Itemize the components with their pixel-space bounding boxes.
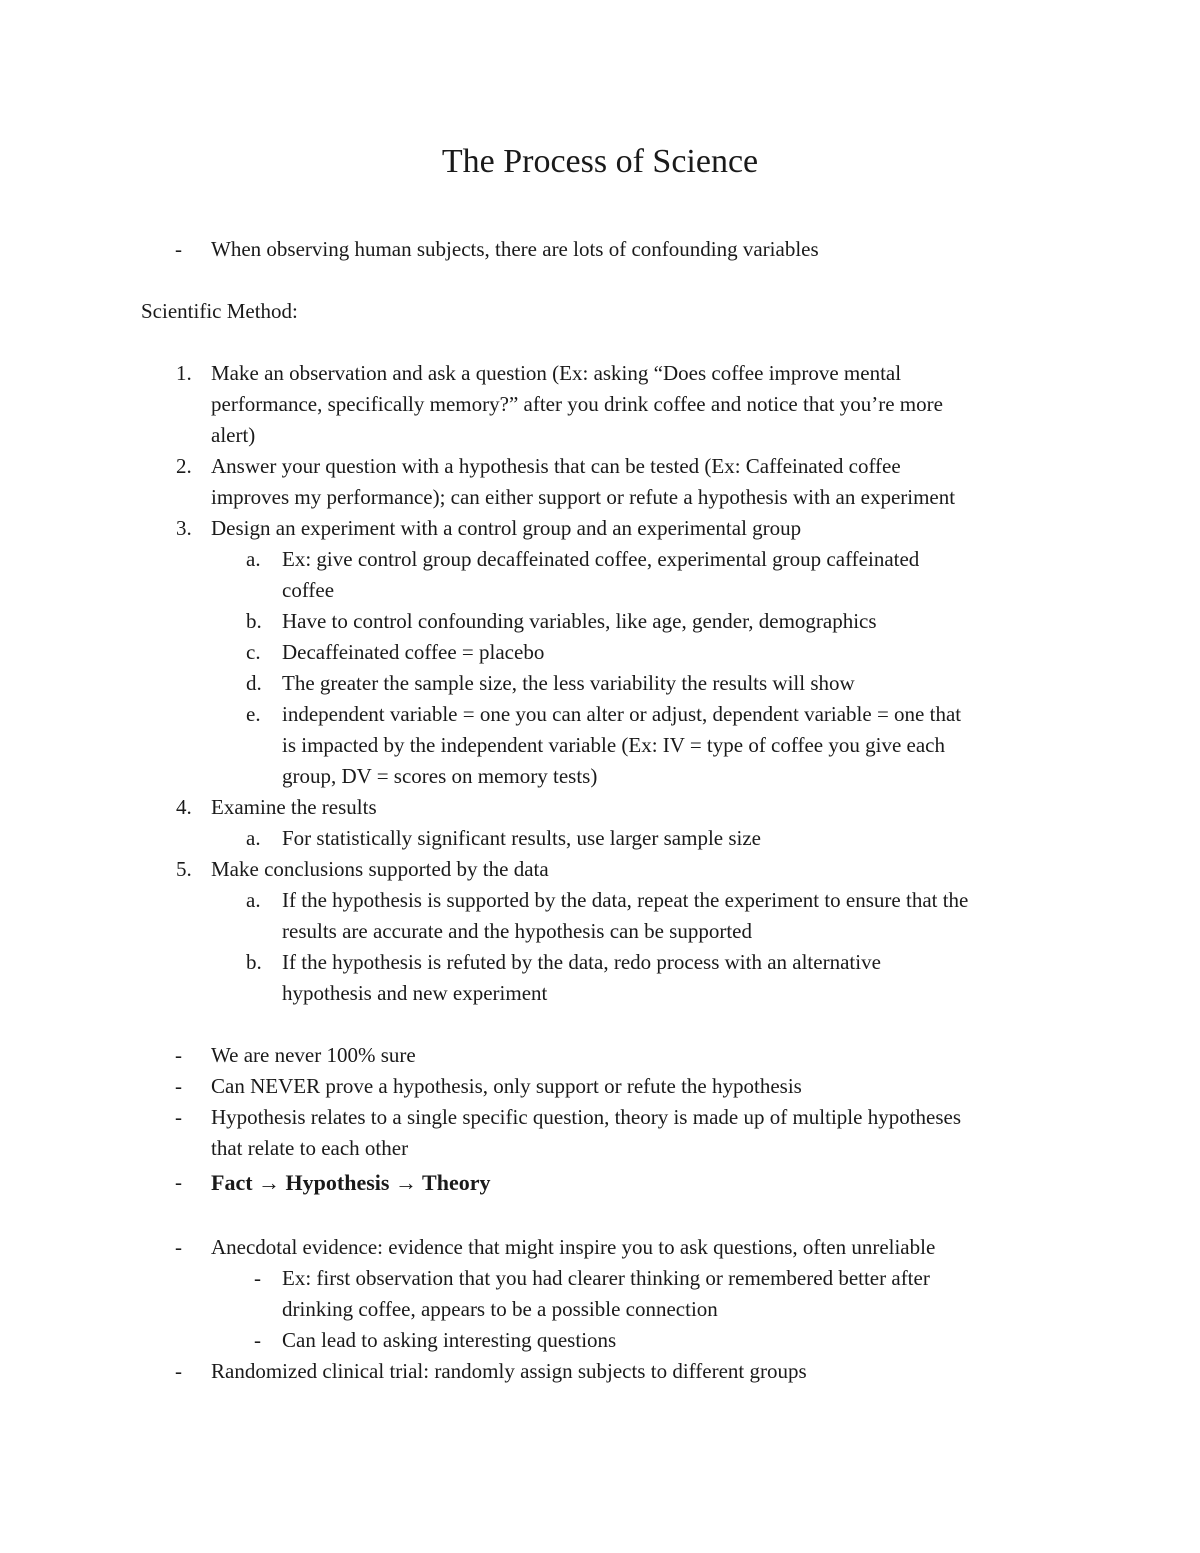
substep-marker: d.: [246, 671, 262, 695]
substep-text: Ex: give control group decaffeinated coffee, experimental group caffeinated: [282, 547, 920, 571]
step-text: improves my performance); can either support or refute a hypothesis with an experiment: [211, 485, 956, 509]
step-text: Answer your question with a hypothesis that can be tested (Ex: Caffeinated coffee: [211, 454, 901, 478]
note-text: that relate to each other: [211, 1136, 409, 1160]
substep-marker: a.: [246, 547, 261, 571]
substep-text: If the hypothesis is refuted by the data, redo process with an alternative: [282, 950, 881, 974]
anecdotal-sub-text: Ex: first observation that you had clearer thinking or remembered better after: [282, 1266, 930, 1290]
sub-bullet-dash: -: [254, 1328, 261, 1352]
substep-text: Have to control confounding variables, like age, gender, demographics: [282, 609, 877, 633]
substep-marker: a.: [246, 888, 261, 912]
note-text: Hypothesis relates to a single specific question, theory is made up of multiple hypotheses: [211, 1105, 962, 1129]
bullet-dash: -: [175, 1105, 182, 1129]
substep-text: hypothesis and new experiment: [282, 981, 548, 1005]
step-text: Design an experiment with a control group and an experimental group: [211, 516, 802, 540]
bullet-dash: -: [175, 1235, 182, 1259]
intro-bullet-text: When observing human subjects, there are lots of confounding variables: [211, 237, 819, 261]
bullet-dash: -: [175, 1170, 182, 1194]
substep-text: If the hypothesis is supported by the data, repeat the experiment to ensure that the: [282, 888, 969, 912]
anecdotal-sub-text: drinking coffee, appears to be a possible connection: [282, 1297, 718, 1321]
step-text: alert): [211, 423, 256, 447]
step-marker: 1.: [176, 361, 192, 385]
sub-bullet-dash: -: [254, 1266, 261, 1290]
substep-marker: b.: [246, 609, 262, 633]
note-text: We are never 100% sure: [211, 1043, 416, 1067]
step-marker: 4.: [176, 795, 192, 819]
substep-text: results are accurate and the hypothesis can be supported: [282, 919, 752, 943]
substep-text: independent variable = one you can alter or adjust, dependent variable = one that: [282, 702, 962, 726]
substep-text: coffee: [282, 578, 335, 602]
substep-text: For statistically significant results, use larger sample size: [282, 826, 762, 850]
page-title: The Process of Science: [441, 143, 759, 180]
step-text: performance, specifically memory?” after you drink coffee and notice that you’re more: [211, 392, 943, 416]
bullet-dash: -: [175, 237, 182, 261]
step-text: Make conclusions supported by the data: [211, 857, 549, 881]
substep-text: Decaffeinated coffee = placebo: [282, 640, 545, 664]
section-label: Scientific Method:: [141, 299, 298, 323]
anecdotal-text: Anecdotal evidence: evidence that might inspire you to ask questions, often unreliable: [211, 1235, 936, 1259]
step-marker: 5.: [176, 857, 192, 881]
substep-marker: a.: [246, 826, 261, 850]
bullet-dash: -: [175, 1359, 182, 1383]
step-marker: 2.: [176, 454, 192, 478]
note-text: Can NEVER prove a hypothesis, only support or refute the hypothesis: [211, 1074, 802, 1098]
substep-text: group, DV = scores on memory tests): [282, 764, 598, 788]
anecdotal-sub-text: Can lead to asking interesting questions: [282, 1328, 617, 1352]
rct-text: Randomized clinical trial: randomly assign subjects to different groups: [211, 1359, 807, 1383]
bullet-dash: -: [175, 1074, 182, 1098]
substep-marker: c.: [246, 640, 261, 664]
substep-marker: e.: [246, 702, 261, 726]
substep-marker: b.: [246, 950, 262, 974]
fact-hypothesis-theory-flow: Fact → Hypothesis → Theory: [211, 1170, 491, 1195]
substep-text: is impacted by the independent variable (Ex: IV = type of coffee you give each: [282, 733, 945, 757]
step-text: Make an observation and ask a question (Ex: asking “Does coffee improve mental: [211, 361, 902, 385]
step-text: Examine the results: [211, 795, 377, 819]
substep-text: The greater the sample size, the less variability the results will show: [282, 671, 855, 695]
bullet-dash: -: [175, 1043, 182, 1067]
step-marker: 3.: [176, 516, 192, 540]
